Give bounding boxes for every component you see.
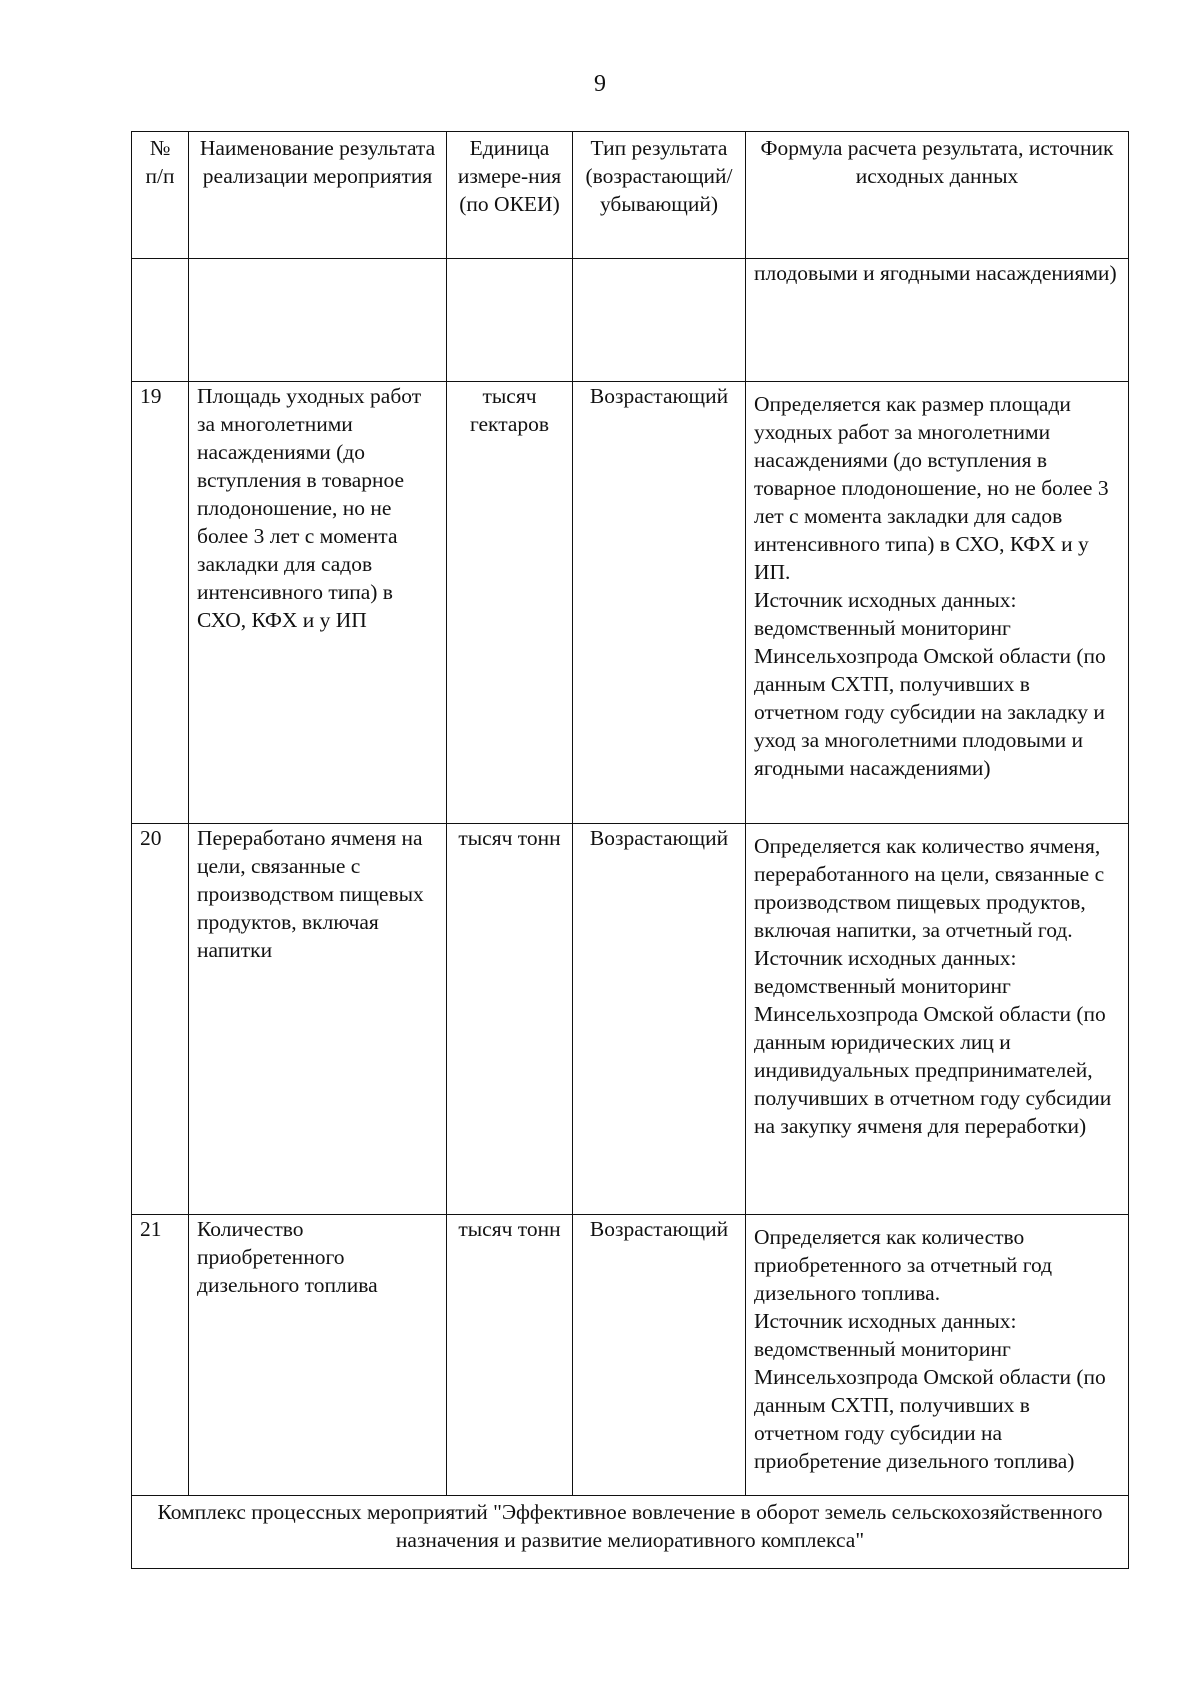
cell-num: 21 — [132, 1215, 189, 1496]
cell-name: Площадь уходных работ за многолетними насаждениями (до вступления в товарное плодоношение, но не более 3 лет с момента закладки для садов интенсивного типа) в СХО, КФХ и у ИП — [189, 382, 447, 824]
formula-text: Определяется как размер площади уходных работ за многолетними насаждениями (до вступления в товарное плодоношение, но не более 3 лет с момента закладки для садов интенсивного типа) в СХО, КФХ и у ИП. — [754, 392, 1109, 584]
source-text: Источник исходных данных: ведомственный мониторинг Минсельхозпрода Омской области (по данным СХТП, получивших в отчетном году субсидии на приобретение дизельного топлива) — [754, 1309, 1106, 1473]
cell-num — [132, 259, 189, 382]
cell-type — [573, 259, 746, 382]
cell-num: 20 — [132, 824, 189, 1215]
source-text: Источник исходных данных: ведомственный мониторинг Минсельхозпрода Омской области (по данным СХТП, получивших в отчетном году субсидии на закладку и уход за многолетними плодовыми и ягодными насаждениями) — [754, 588, 1106, 780]
section-title: Комплекс процессных мероприятий "Эффективное вовлечение в оборот земель сельскохозяйственного назначения и развитие мелиоративного комплекса" — [132, 1496, 1129, 1569]
header-name: Наименование результата реализации мероприятия — [189, 132, 447, 259]
table-row — [132, 382, 1129, 824]
cell-type: Возрастающий — [573, 824, 746, 1215]
cell-unit: тысяч тонн — [447, 1215, 573, 1496]
header-num: № п/п — [132, 132, 189, 259]
cell-formula — [746, 259, 1129, 382]
cell-formula — [746, 382, 1129, 824]
cell-formula — [746, 1215, 1129, 1496]
section-row — [132, 1496, 1129, 1569]
cell-type: Возрастающий — [573, 1215, 746, 1496]
table-row — [132, 1215, 1129, 1496]
cell-name — [189, 259, 447, 382]
source-text: Источник исходных данных: ведомственный мониторинг Минсельхозпрода Омской области (по данным юридических лиц и индивидуальных предпринимателей, получивших в отчетном году субсидии на закупку ячменя для переработки) — [754, 946, 1112, 1138]
formula-text: плодовыми и ягодными насаждениями) — [754, 261, 1117, 285]
cell-unit — [447, 259, 573, 382]
page-number: 9 — [594, 71, 606, 97]
cell-unit: тысяч тонн — [447, 824, 573, 1215]
formula-text: Определяется как количество приобретенного за отчетный год дизельного топлива. — [754, 1225, 1053, 1305]
results-table — [131, 131, 1129, 1569]
cell-name: Переработано ячменя на цели, связанные с производством пищевых продуктов, включая напитки — [189, 824, 447, 1215]
table-header-row — [132, 132, 1129, 259]
table-row-continuation — [132, 259, 1129, 382]
header-unit: Единица измере-ния (по ОКЕИ) — [447, 132, 573, 259]
cell-num: 19 — [132, 382, 189, 824]
table-row — [132, 824, 1129, 1215]
formula-text: Определяется как количество ячменя, переработанного на цели, связанные с производством пищевых продуктов, включая напитки, за отчетный год. — [754, 834, 1105, 942]
header-type: Тип результата (возрастающий/ убывающий) — [573, 132, 746, 259]
cell-type: Возрастающий — [573, 382, 746, 824]
cell-name: Количество приобретенного дизельного топлива — [189, 1215, 447, 1496]
cell-unit: тысяч гектаров — [447, 382, 573, 824]
header-formula: Формула расчета результата, источник исходных данных — [746, 132, 1129, 259]
cell-formula — [746, 824, 1129, 1215]
